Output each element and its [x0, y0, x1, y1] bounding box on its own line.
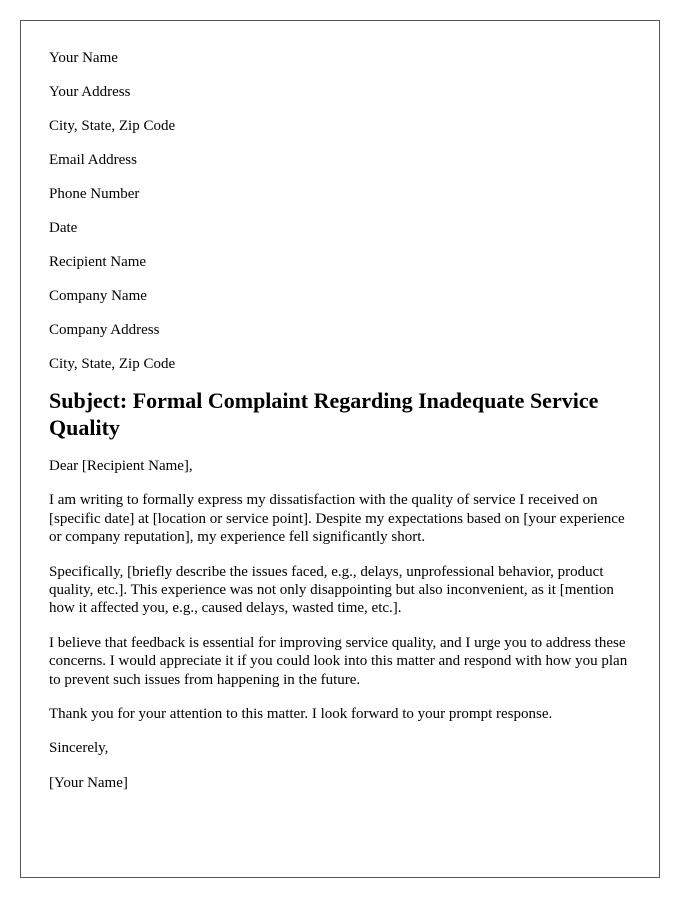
body-paragraph-3: I believe that feedback is essential for improving service quality, and I urge you to address these concerns. I would appreciate it if you could look into this matter and respond with how you plan to prevent such issues from happening in the future. [49, 634, 628, 688]
sender-address: Your Address [49, 84, 131, 100]
signature: [Your Name] [49, 774, 128, 791]
sender-name: Your Name [49, 50, 118, 66]
body-paragraph-2: Specifically, [briefly describe the issues faced, e.g., delays, unprofessional behavior, product quality, etc.]. This experience was not only disappointing but also inconvenient, as it [mention how it affected you, e.g., caused delays, wasted time, etc.]. [49, 563, 614, 617]
sender-city-state-zip: City, State, Zip Code [49, 118, 176, 134]
letter-date: Date [49, 220, 78, 236]
subject-heading: Subject: Formal Complaint Regarding Inadequate Service Quality [49, 388, 599, 440]
recipient-name: Recipient Name [49, 254, 147, 270]
closing: Sincerely, [49, 740, 109, 757]
sender-phone: Phone Number [49, 186, 140, 202]
recipient-company-address: Company Address [49, 322, 160, 338]
recipient-company: Company Name [49, 288, 147, 304]
sender-email: Email Address [49, 152, 137, 168]
letter-content [49, 49, 639, 808]
salutation: Dear [Recipient Name], [49, 458, 193, 474]
letter-page [20, 20, 660, 878]
body-paragraph-4: Thank you for your attention to this matter. I look forward to your prompt response. [49, 706, 553, 723]
recipient-city-state-zip: City, State, Zip Code [49, 356, 176, 372]
body-paragraph-1: I am writing to formally express my dissatisfaction with the quality of service I received on [specific date] at [location or service point]. Despite my expectations based on [your experience or company reputation], my experience fell significantly short. [49, 492, 625, 546]
